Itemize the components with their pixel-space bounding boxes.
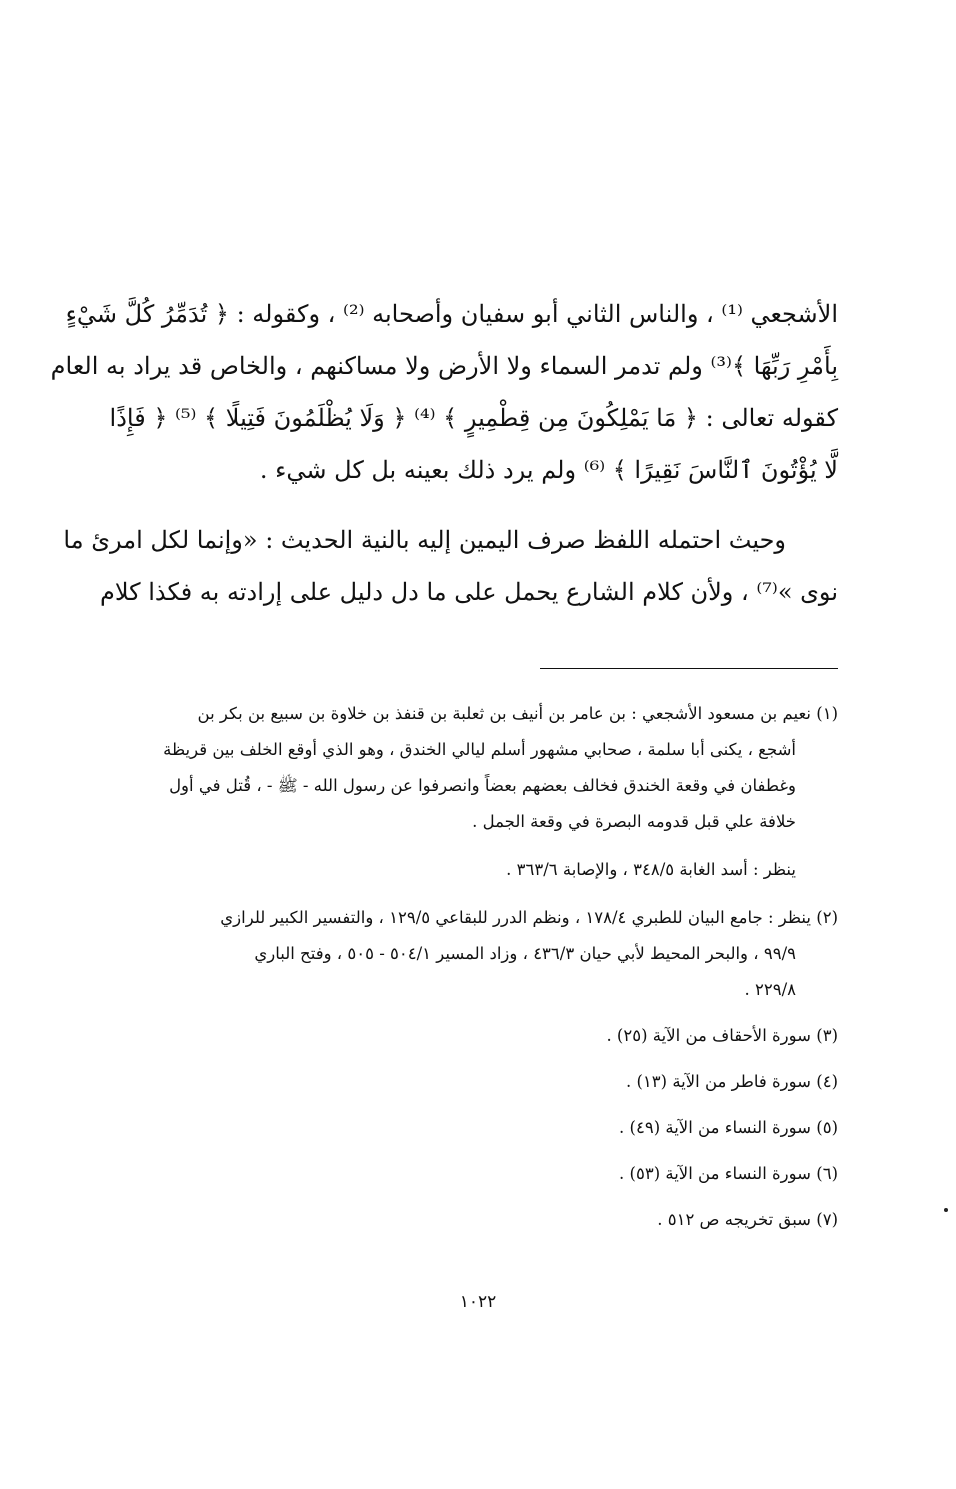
footnote-line: خلافة علي قبل قدومه البصرة في وقعة الجمل .	[472, 812, 796, 831]
main-text-block	[50, 288, 838, 618]
main-text-line: بِأَمْرِ رَبِّهَا ﴾⁽³⁾ ولم تدمر السماء ولا الأرض ولا مساكنهم ، والخاص قد يراد به العام	[50, 352, 838, 380]
footnote-6: (٦) سورة النساء من الآية (٥٣) .	[619, 1164, 838, 1183]
footnote-line: (٢) ينظر : جامع البيان للطبري ١٧٨/٤ ، ونظم الدرر للبقاعي ١٢٩/٥ ، والتفسير الكبير للرازي	[220, 908, 838, 927]
footnote-3: (٣) سورة الأحقاف من الآية (٢٥) .	[606, 1026, 838, 1045]
footnotes-section	[116, 696, 838, 1238]
scan-speck	[944, 1208, 948, 1212]
footnote-reference-line: ينظر : أسد الغابة ٣٤٨/٥ ، والإصابة ٣٦٣/٦ .	[506, 860, 796, 879]
footnote-5: (٥) سورة النساء من الآية (٤٩) .	[619, 1118, 838, 1137]
footnote-1	[116, 696, 838, 888]
main-text-line: وحيث احتمله اللفظ صرف اليمين إليه بالنية الحديث : «وإنما لكل امرئ ما	[63, 526, 786, 554]
footnote-line: ٢٢٩/٨ .	[744, 980, 796, 999]
main-text-line: لَّا يُؤْتُونَ ٱلنَّاسَ نَقِيرًا ﴾ ⁽⁶⁾ ولم يرد ذلك بعينه بل كل شيء .	[259, 456, 838, 484]
footnote-line: أشجع ، يكنى أبا سلمة ، صحابي مشهور أسلم ليالي الخندق ، وهو الذي أوقع الخلف بين قريظة	[163, 740, 796, 759]
footnote-separator	[540, 668, 838, 669]
footnote-line: وغطفان في وقعة الخندق فخالف بعضهم بعضاً وانصرفوا عن رسول الله - ﷺ - ، قُتل في أول	[169, 776, 796, 795]
main-text-line: الأشجعي ⁽¹⁾ ، والناس الثاني أبو سفيان وأصحابه ⁽²⁾ ، وكقوله : ﴿ تُدَمِّرُ كُلَّ شَيْءٍ	[65, 300, 838, 328]
footnote-line: (١) نعيم بن مسعود الأشجعي : بن عامر بن أنيف بن ثعلبة بن قنفذ بن خلاوة بن سبيع بن بكر بن	[197, 704, 838, 723]
footnote-line: ٩٩/٩ ، والبحر المحيط لأبي حيان ٤٣٦/٣ ، وزاد المسير ٥٠٤/١ - ٥٠٥ ، وفتح الباري	[254, 944, 796, 963]
page-number: ١٠٢٢	[459, 1292, 497, 1312]
footnote-4: (٤) سورة فاطر من الآية (١٣) .	[625, 1072, 838, 1091]
main-text-line: نوى »⁽⁷⁾ ، ولأن كلام الشارع يحمل على ما دل دليل على إرادته به فكذا كلام	[99, 578, 838, 606]
footnote-2	[116, 900, 838, 1008]
main-text-line: كقوله تعالى : ﴿ مَا يَمْلِكُونَ مِن قِطْمِيرٍ ﴾ ⁽⁴⁾ ﴿ وَلَا يُظْلَمُونَ فَتِيلًا ﴾ ⁽⁵⁾ ﴿ فَإِذًا	[109, 404, 838, 432]
footnote-7: (٧) سبق تخريجه ص ٥١٢ .	[657, 1210, 838, 1229]
